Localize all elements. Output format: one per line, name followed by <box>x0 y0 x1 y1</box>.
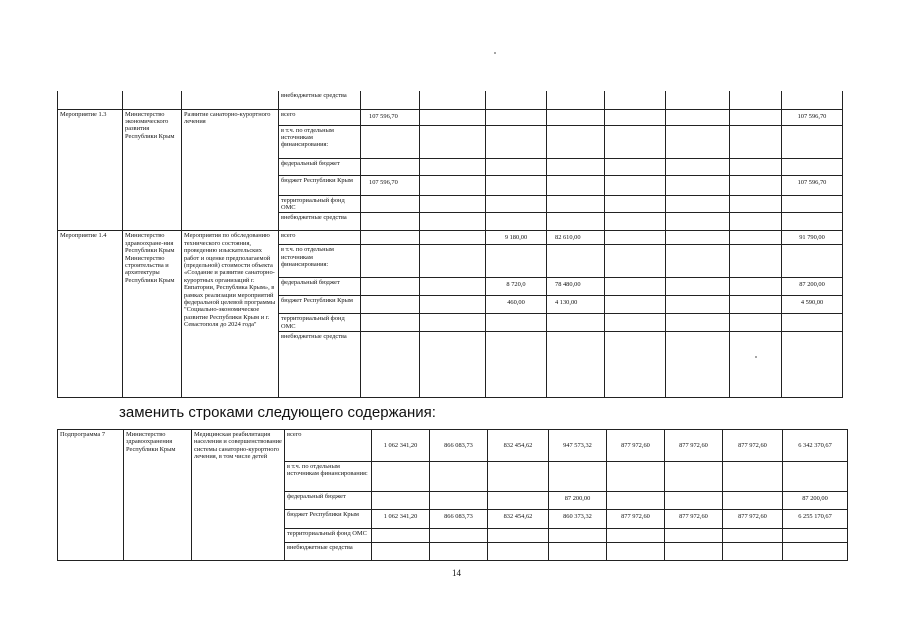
replacement-table <box>57 429 848 561</box>
scan-speck <box>494 52 496 54</box>
source-label: федеральный бюджет <box>279 278 361 296</box>
measure-executor: Министерство экономического развития Республики Крым <box>123 109 182 231</box>
table-row <box>58 109 843 125</box>
value-cell: 107 596,70 <box>782 109 843 125</box>
value-cell: 877 972,60 <box>607 510 665 529</box>
scan-speck <box>755 356 757 358</box>
value-cell: 4 590,00 <box>782 296 843 314</box>
source-label: всего <box>279 109 361 125</box>
continuation-table <box>57 91 843 398</box>
source-label: федеральный бюджет <box>285 492 372 510</box>
value-cell: 6 342 370,67 <box>783 430 848 462</box>
source-label: территориальный фонд ОМС <box>285 529 372 543</box>
value-cell: 866 083,73 <box>430 510 488 529</box>
source-label: внебюджетные средства <box>279 91 361 109</box>
source-label: в т.ч. по отдельным источникам финансирования: <box>285 462 372 492</box>
measure-name: Мероприятие 1.4 <box>58 231 123 398</box>
source-label: внебюджетные средства <box>279 213 361 231</box>
source-label: внебюджетные средства <box>285 543 372 561</box>
value-cell: 877 972,60 <box>607 430 665 462</box>
value-cell: 877 972,60 <box>665 510 723 529</box>
subprogram-title: Медицинская реабилитация населения и совершенствование системы санаторно-курортного лечения, в том числе детей <box>192 430 285 561</box>
source-label: всего <box>285 430 372 462</box>
source-label: бюджет Республики Крым <box>279 175 361 195</box>
value-cell: 877 972,60 <box>723 510 783 529</box>
value-cell: 947 573,32 <box>549 430 607 462</box>
value-cell: 107 596,70 <box>361 109 420 125</box>
source-label: в т.ч. по отдельным источникам финансирования: <box>279 245 361 278</box>
value-cell: 9 180,00 <box>486 231 547 245</box>
value-cell: 91 790,00 <box>782 231 843 245</box>
value-cell: 860 373,32 <box>549 510 607 529</box>
value-cell: 866 083,73 <box>430 430 488 462</box>
measure-name: Мероприятие 1.3 <box>58 109 123 231</box>
subprogram-executor: Министерство здравоохранения Республики Крым <box>124 430 192 561</box>
value-cell: 4 130,00 <box>547 296 605 314</box>
value-cell: 832 454,62 <box>488 510 549 529</box>
value-cell: 87 200,00 <box>549 492 607 510</box>
replace-heading: заменить строками следующего содержания: <box>119 404 436 421</box>
source-label: внебюджетные средства <box>279 332 361 398</box>
value-cell: 87 200,00 <box>783 492 848 510</box>
value-cell: 877 972,60 <box>723 430 783 462</box>
source-label: бюджет Республики Крым <box>285 510 372 529</box>
subprogram-name: Подпрограмма 7 <box>58 430 124 561</box>
value-cell: 832 454,62 <box>488 430 549 462</box>
value-cell: 87 200,00 <box>782 278 843 296</box>
table-row <box>58 91 843 109</box>
value-cell: 107 596,70 <box>782 175 843 195</box>
measure-title: Развитие санаторно-курортного лечения <box>182 109 279 231</box>
value-cell: 8 720,0 <box>486 278 547 296</box>
source-label: территориальный фонд ОМС <box>279 314 361 332</box>
value-cell: 78 480,00 <box>547 278 605 296</box>
value-cell: 1 062 341,20 <box>372 430 430 462</box>
value-cell: 107 596,70 <box>361 175 420 195</box>
measure-executor: Министерство здравоохране-ния Республики Крым Министерство строительства и архитектуры Республики Крым <box>123 231 182 398</box>
value-cell: 460,00 <box>486 296 547 314</box>
table-row <box>58 430 848 462</box>
source-label: в т.ч. по отдельным источникам финансирования: <box>279 125 361 158</box>
value-cell: 6 255 170,67 <box>783 510 848 529</box>
table-row <box>58 231 843 245</box>
source-label: бюджет Республики Крым <box>279 296 361 314</box>
value-cell: 1 062 341,20 <box>372 510 430 529</box>
source-label: федеральный бюджет <box>279 158 361 175</box>
value-cell: 877 972,60 <box>665 430 723 462</box>
page-number: 14 <box>452 568 461 578</box>
source-label: всего <box>279 231 361 245</box>
value-cell: 82 610,00 <box>547 231 605 245</box>
source-label: территориальный фонд ОМС <box>279 195 361 213</box>
measure-title: Мероприятия по обследованию технического состояния, проведению изыскательских работ и оценке предполагаемой (предельной) стоимости объекта «Создание и развитие санаторно-курортных организаций г. Евпатории, Республика Крым», в рамках реализации мероприятий федеральной целевой программы "Социально-экономическое развитие Республики Крым и г. Севастополя до 2024 года" <box>182 231 279 398</box>
